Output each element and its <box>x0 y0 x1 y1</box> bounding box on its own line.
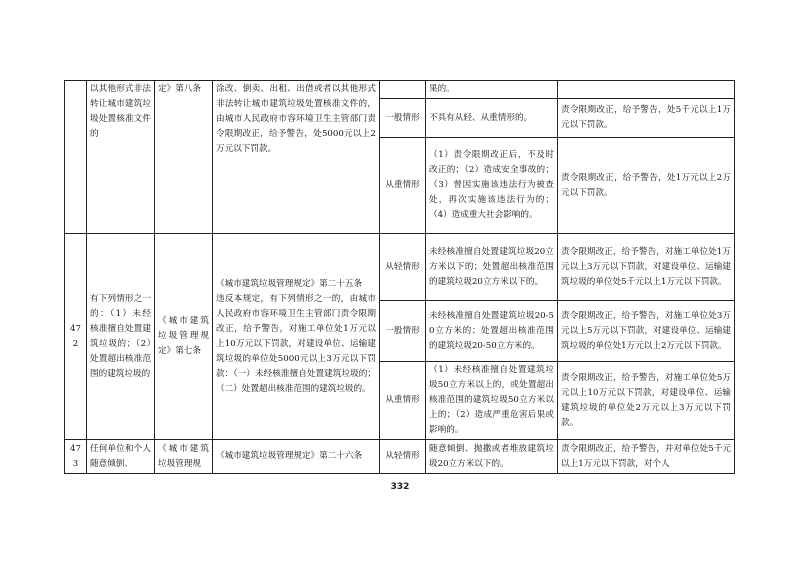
circumstance-condition: 随意倾倒、抛撒或者堆放建筑垃圾20立方米以下的。 <box>426 440 558 474</box>
legal-basis-cell: 《城市建筑垃圾管理规定》第七条 <box>155 234 213 440</box>
penalty-standard <box>558 81 735 99</box>
circumstance-condition: 未经核准擅自处置建筑垃圾20-50立方米的；处置超出核准范围的建筑垃圾20-50立方米的。 <box>426 301 558 362</box>
circumstance-label <box>380 81 426 99</box>
circumstance-label: 从轻情形 <box>380 234 426 301</box>
legal-basis-cell: 定》第八条 <box>155 81 213 234</box>
circumstance-condition: （1）未经核准擅自处置建筑垃圾50立方米以上的，或处置超出核准范围的建筑垃圾50立方米以上的；（2）造成严重危害后果或影响的。 <box>426 362 558 440</box>
circumstance-label: 一般情形 <box>380 301 426 362</box>
penalty-standards-table <box>64 80 735 474</box>
circumstance-label: 从重情形 <box>380 362 426 440</box>
circumstance-condition: （1）责令限期改正后，不及时改正的；（2）造成安全事故的；（3）曾因实施该违法行为被查处，再次实施该违法行为的；（4）造成重大社会影响的。 <box>426 138 558 234</box>
row-number-cell: 473 <box>65 440 87 474</box>
table-row <box>65 81 735 99</box>
page-number: 332 <box>390 482 410 492</box>
circumstance-condition: 不具有从轻、从重情形的。 <box>426 99 558 138</box>
penalty-standard: 责令限期改正，给予警告，对施工单位处1万元以上3万元以下罚款，对建设单位、运输建筑垃圾的单位处5千元以上1万元以下罚款。 <box>558 234 735 301</box>
violation-cell: 以其他形式非法转让城市建筑垃圾处置核准文件的 <box>87 81 155 234</box>
row-number-cell <box>65 81 87 234</box>
row-number-cell: 472 <box>65 234 87 440</box>
legal-basis-cell: 《城市建筑垃圾管理规 <box>155 440 213 474</box>
penalty-standard: 责令限期改正，给予警告，对施工单位处5万元以上10万元以下罚款，对建设单位、运输建筑垃圾的单位处2万元以上3万元以下罚款。 <box>558 362 735 440</box>
circumstance-condition: 未经核准擅自处置建筑垃圾20立方米以下的；处置超出核准范围的建筑垃圾20立方米以下的。 <box>426 234 558 301</box>
penalty-basis-cell: 涂改、倒卖、出租、出借或者以其他形式非法转让城市建筑垃圾处置核准文件的，由城市人民政府市容环境卫生主管部门责令限期改正，给予警告，处5000元以上2万元以下罚款。 <box>213 81 380 234</box>
penalty-standard: 责令限期改正，给予警告，对施工单位处3万元以上5万元以下罚款，对建设单位、运输建筑垃圾的单位处1万元以上2万元以下罚款。 <box>558 301 735 362</box>
table-row <box>65 440 735 474</box>
penalty-basis-cell: 《城市建筑垃圾管理规定》第二十五条 违反本规定，有下列情形之一的，由城市人民政府市容环境卫生主管部门责令限期改正，给予警告，对施工单位处1万元以上10万元以下罚款，对建设单位、运输建筑垃圾的单位处5000元以上3万元以下罚款：（一）未经核准擅自处置建筑垃圾的；（二）处置超出核准范围的建筑垃圾的。 <box>213 234 380 440</box>
circumstance-label: 一般情形 <box>380 99 426 138</box>
penalty-standard: 责令限期改正，给予警告，处5千元以上1万元以下罚款。 <box>558 99 735 138</box>
circumstance-condition: 果的。 <box>426 81 558 99</box>
circumstance-label: 从重情形 <box>380 138 426 234</box>
table-row <box>65 234 735 301</box>
penalty-standard: 责令限期改正，给予警告，并对单位处5千元以上1万元以下罚款，对个人 <box>558 440 735 474</box>
violation-cell: 有下列情形之一的：（1）未经核准擅自处置建筑垃圾的；（2）处置超出核准范围的建筑垃圾的 <box>87 234 155 440</box>
violation-cell: 任何单位和个人随意倾倒、 <box>87 440 155 474</box>
penalty-basis-cell: 《城市建筑垃圾管理规定》第二十六条 <box>213 440 380 474</box>
penalty-standard: 责令限期改正，给予警告，处1万元以上2万元以下罚款。 <box>558 138 735 234</box>
circumstance-label: 从轻情形 <box>380 440 426 474</box>
